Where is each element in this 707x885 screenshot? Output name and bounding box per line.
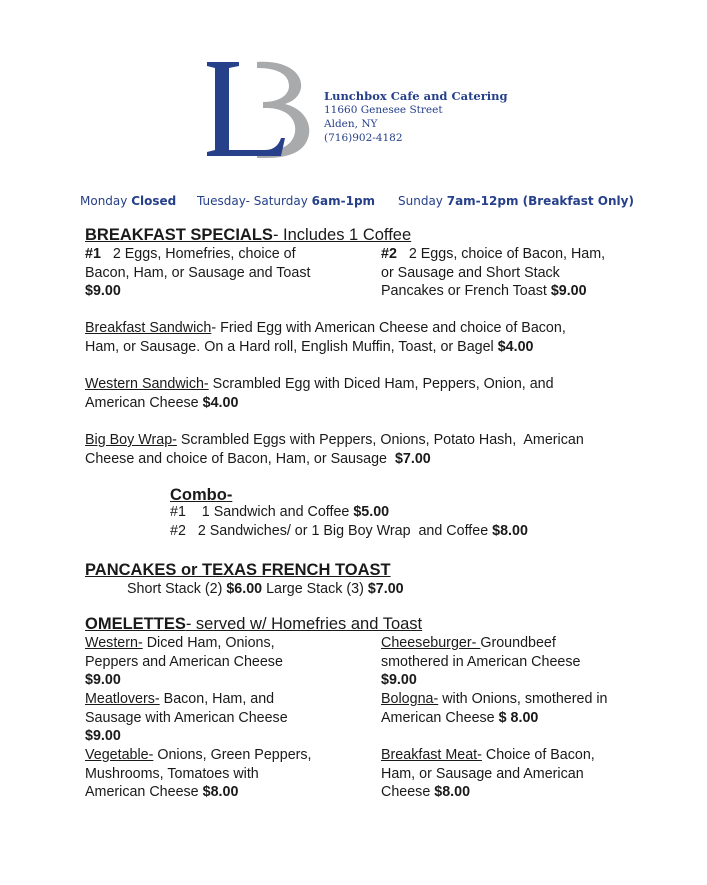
item-desc: Pancakes or French Toast	[381, 283, 547, 299]
hours-monday	[80, 194, 176, 208]
item-num: #2	[170, 522, 186, 539]
item-desc: Sausage with American Cheese	[85, 709, 288, 726]
combo-items	[170, 503, 528, 540]
item-desc: 2 Eggs, choice of Bacon, Ham,	[408, 246, 606, 262]
section-title: Combo-	[170, 486, 233, 504]
item-price: $8.00	[434, 784, 471, 800]
item-price: $9.00	[381, 672, 417, 688]
item-price: $8.00	[202, 784, 239, 800]
omelette-vegetable	[85, 746, 312, 802]
business-phone: (716)902-4182	[324, 132, 403, 144]
item-desc: - Fried Egg with American Cheese and choice of Bacon,	[211, 320, 566, 336]
item-price: $9.00	[550, 283, 587, 299]
item-desc: Bacon, Ham, and	[159, 691, 275, 707]
business-street: 11660 Genesee Street	[324, 104, 443, 116]
item-price: $ 8.00	[498, 709, 539, 726]
item-name: Meatlovers-	[85, 691, 160, 707]
item-desc: Scrambled Egg with Diced Ham, Peppers, Onion, and	[208, 376, 554, 392]
omelette-western	[85, 634, 283, 690]
item-desc: Onions, Green Peppers,	[153, 747, 312, 763]
item-price: $4.00	[202, 394, 239, 411]
item-price: $4.00	[497, 338, 534, 355]
item-name: Cheeseburger-	[381, 635, 481, 651]
item-desc: Cheese	[381, 784, 431, 800]
business-name: Lunchbox Cafe and Catering	[324, 89, 508, 103]
item-name: Breakfast Sandwich	[85, 320, 212, 336]
item-num: #2	[381, 246, 397, 262]
item-price: $5.00	[353, 504, 390, 520]
business-city: Alden, NY	[324, 118, 378, 130]
item-desc: Groundbeef	[480, 635, 556, 651]
item-price: $9.00	[85, 283, 121, 299]
item-desc: Ham, or Sausage and American	[381, 765, 584, 782]
item-name: Western Sandwich-	[85, 376, 209, 392]
item-desc: American Cheese	[85, 784, 199, 800]
item-name: Bologna-	[381, 691, 439, 707]
item-desc: Cheese and choice of Bacon, Ham, or Sausage	[85, 450, 391, 467]
item-desc: Peppers and American Cheese	[85, 653, 283, 670]
item-desc: with Onions, smothered in	[438, 691, 608, 707]
item-price: $7.00	[367, 581, 404, 597]
section-subtitle: - served w/ Homefries and Toast	[185, 615, 423, 633]
omelette-bologna	[381, 690, 608, 727]
item-desc: smothered in American Cheese	[381, 653, 581, 670]
hours-time: 6am-1pm	[311, 194, 376, 208]
item-num: #1	[85, 246, 101, 262]
business-info	[324, 89, 508, 145]
item-desc: American Cheese	[85, 394, 199, 411]
item-name: Western-	[85, 635, 143, 651]
item-desc: Large Stack (3)	[266, 581, 364, 597]
item-desc: Short Stack (2)	[127, 581, 223, 597]
item-price: $7.00	[394, 450, 431, 467]
item-desc: Diced Ham, Onions,	[142, 635, 275, 651]
item-desc: Scrambled Eggs with Peppers, Onions, Potato Hash, American	[176, 432, 584, 448]
item-num: #1	[170, 504, 186, 520]
section-title: PANCAKES or TEXAS FRENCH TOAST	[85, 561, 391, 579]
big-boy-wrap	[85, 431, 584, 468]
hours-time: Closed	[131, 194, 177, 208]
special-1	[85, 245, 310, 301]
item-price: $9.00	[85, 672, 121, 688]
item-name: Breakfast Meat-	[381, 747, 482, 763]
item-desc: American Cheese	[381, 709, 495, 726]
item-price: $8.00	[492, 522, 528, 539]
item-desc: Bacon, Ham, or Sausage and Toast	[85, 264, 311, 281]
item-desc: Choice of Bacon,	[481, 747, 595, 763]
omelette-breakfast-meat	[381, 746, 595, 802]
special-2	[381, 245, 605, 301]
omelette-cheeseburger	[381, 634, 580, 690]
hours-tue-sat	[197, 194, 375, 208]
section-title: OMELETTES	[85, 615, 186, 633]
section-subtitle: - Includes 1 Coffee	[272, 226, 412, 244]
hours-day: Monday	[80, 194, 128, 208]
item-desc: or Sausage and Short Stack	[381, 264, 560, 281]
item-name: Vegetable-	[85, 747, 154, 763]
omelettes-heading	[85, 614, 422, 634]
combo-item	[170, 522, 528, 541]
item-desc: 2 Eggs, Homefries, choice of	[112, 246, 296, 262]
hours-day: Sunday	[398, 194, 443, 208]
item-desc: 2 Sandwiches/ or 1 Big Boy Wrap and Coffee	[197, 522, 489, 539]
logo-l-shape	[207, 62, 285, 156]
breakfast-sandwich	[85, 319, 566, 356]
pancakes-prices	[127, 580, 404, 599]
item-name: Big Boy Wrap-	[85, 432, 177, 448]
breakfast-specials-heading	[85, 225, 411, 245]
item-desc: Ham, or Sausage. On a Hard roll, English Muffin, Toast, or Bagel	[85, 338, 494, 355]
item-price: $9.00	[85, 728, 121, 744]
combo-heading	[170, 485, 232, 505]
section-title: BREAKFAST SPECIALS	[85, 226, 273, 244]
hours-time: 7am-12pm (Breakfast Only)	[446, 194, 634, 208]
item-desc: Mushrooms, Tomatoes with	[85, 765, 259, 782]
hours-sunday	[398, 194, 634, 208]
pancakes-heading	[85, 560, 391, 580]
western-sandwich	[85, 375, 554, 412]
item-price: $6.00	[226, 581, 263, 597]
hours-day: Tuesday- Saturday	[197, 194, 308, 208]
logo-icon	[205, 58, 315, 160]
omelette-meatlovers	[85, 690, 288, 746]
combo-item	[170, 503, 528, 522]
item-desc: 1 Sandwich and Coffee	[201, 504, 350, 520]
